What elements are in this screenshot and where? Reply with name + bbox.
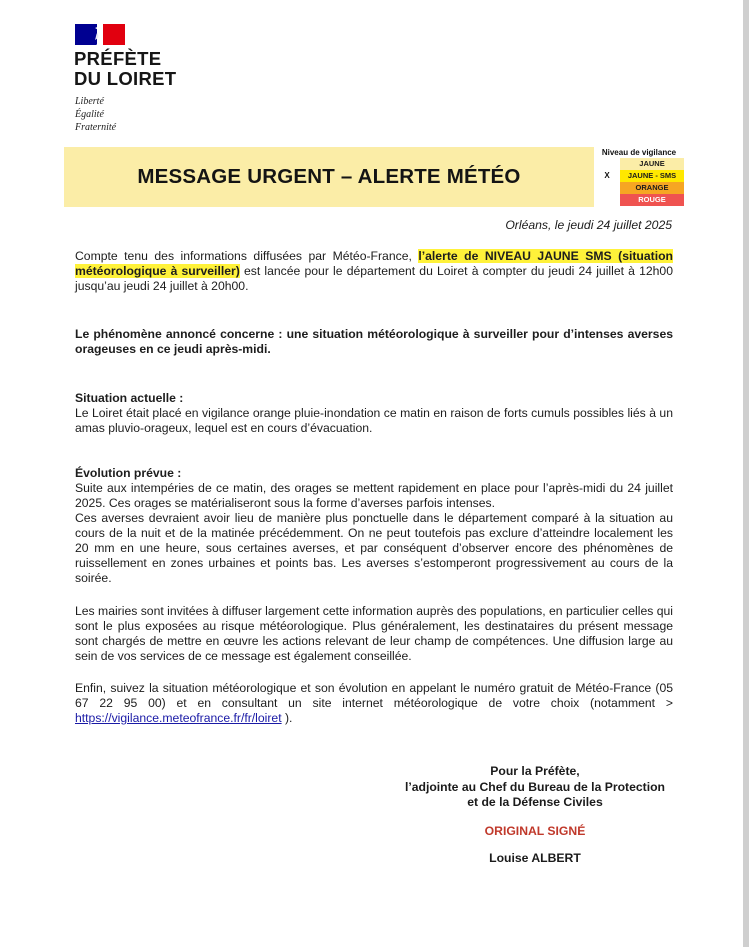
vigilance-level-table xyxy=(594,147,684,206)
phenomenon-paragraph: Le phénomène annoncé concerne : une situation météorologique à surveiller pour d’intenses averses orageuses en ce jeudi après-midi. xyxy=(75,327,673,356)
marianne-flag-logo xyxy=(75,24,125,45)
vigilance-level-label: ROUGE xyxy=(620,194,684,206)
follow-text: Enfin, suivez la situation météorologique et son évolution en appelant le numéro gratuit de Météo-France (05 67 22 95 00) et en consultant un site internet météorologique de votre choix (notamment > xyxy=(75,681,673,710)
vigilance-level-mark xyxy=(594,194,620,206)
alert-banner-title: MESSAGE URGENT – ALERTE MÉTÉO xyxy=(137,165,521,188)
intro-text: est lancée pour le département du Loiret à compter du jeudi 24 juillet à 12h00 jusqu’au jeudi 24 juillet à 20h00. xyxy=(75,264,673,293)
vigilance-level-row xyxy=(594,170,684,182)
motto-line: Liberté xyxy=(75,96,104,107)
document-date: Orléans, le jeudi 24 juillet 2025 xyxy=(505,218,672,232)
signature-line: l’adjointe au Chef du Bureau de la Protection xyxy=(404,779,666,794)
vigilance-level-header: Niveau de vigilance xyxy=(601,148,677,157)
signature-line: Pour la Préfète, xyxy=(490,764,580,778)
follow-text: ). xyxy=(281,711,293,725)
vigilance-level-row xyxy=(594,158,684,170)
vigilance-link[interactable]: https://vigilance.meteofrance.fr/fr/loiret xyxy=(75,711,282,725)
forecast-text: Suite aux intempéries de ce matin, des orages se mettent rapidement en place pour l’après-midi du 24 juillet 2025. Ces orages se matérialiseront sous la forme d’averses parfois intenses. xyxy=(75,481,673,510)
original-signed-label: ORIGINAL SIGNÉ xyxy=(484,823,586,838)
motto-line: Égalité xyxy=(75,109,104,120)
current-situation-heading: Situation actuelle : xyxy=(75,391,184,405)
motto-line: Fraternité xyxy=(75,122,117,133)
vigilance-level-mark: X xyxy=(604,171,610,180)
document-body xyxy=(75,249,673,726)
prefecture-logo-title xyxy=(74,49,176,89)
forecast-text: Ces averses devraient avoir lieu de manière plus ponctuelle dans le département comparé à la situation au cours de la nuit et de la matinée précédemment. On ne peut toutefois pas exclure d’atteindre localement les 20 mm en une heure, sous certaines averses, et par conséquent d’observer encore des phénomènes de ruissellement en zones urbaines et points bas. Les averses s’estomperont progressivement au cours de la soirée. xyxy=(75,511,673,585)
intro-paragraph xyxy=(75,249,673,294)
mayors-paragraph: Les mairies sont invitées à diffuser largement cette information auprès des populations, en particulier celles qui sont le plus exposées au risque météorologique. Plus généralement, les destinataires du présent message sont chargés de mettre en œuvre les actions relevant de leur champ de compétences. Une diffusion large au sein de vos services de ce message est également conseillée. xyxy=(75,604,673,663)
vigilance-level-label: JAUNE - SMS xyxy=(620,170,684,182)
signatory-name: Louise ALBERT xyxy=(489,850,581,865)
vigilance-level-row xyxy=(594,182,684,194)
alert-banner xyxy=(64,147,594,207)
vigilance-level-mark xyxy=(594,182,620,194)
alert-level-highlight: l’alerte de NIVEAU JAUNE SMS (situation météorologique à surveiller) xyxy=(75,249,673,278)
page-edge xyxy=(743,0,749,947)
vigilance-level-label: JAUNE xyxy=(620,158,684,170)
intro-text: Compte tenu des informations diffusées par Météo-France, xyxy=(75,249,419,263)
logo-title-line: DU LOIRET xyxy=(74,68,177,89)
follow-paragraph xyxy=(75,681,673,726)
signature-line: et de la Défense Civiles xyxy=(467,795,603,809)
current-situation-text: Le Loiret était placé en vigilance orange pluie-inondation ce matin en raison de forts cumuls possibles liés à un amas pluvio-orageux, lequel est en cours d’évacuation. xyxy=(75,406,673,435)
vigilance-level-label: ORANGE xyxy=(620,182,684,194)
signature-block xyxy=(380,764,690,866)
vigilance-level-row xyxy=(594,194,684,206)
logo-title-line: PRÉFÈTE xyxy=(74,48,162,69)
republic-motto xyxy=(75,95,116,134)
forecast-heading: Évolution prévue : xyxy=(75,466,182,480)
vigilance-level-mark xyxy=(594,158,620,170)
